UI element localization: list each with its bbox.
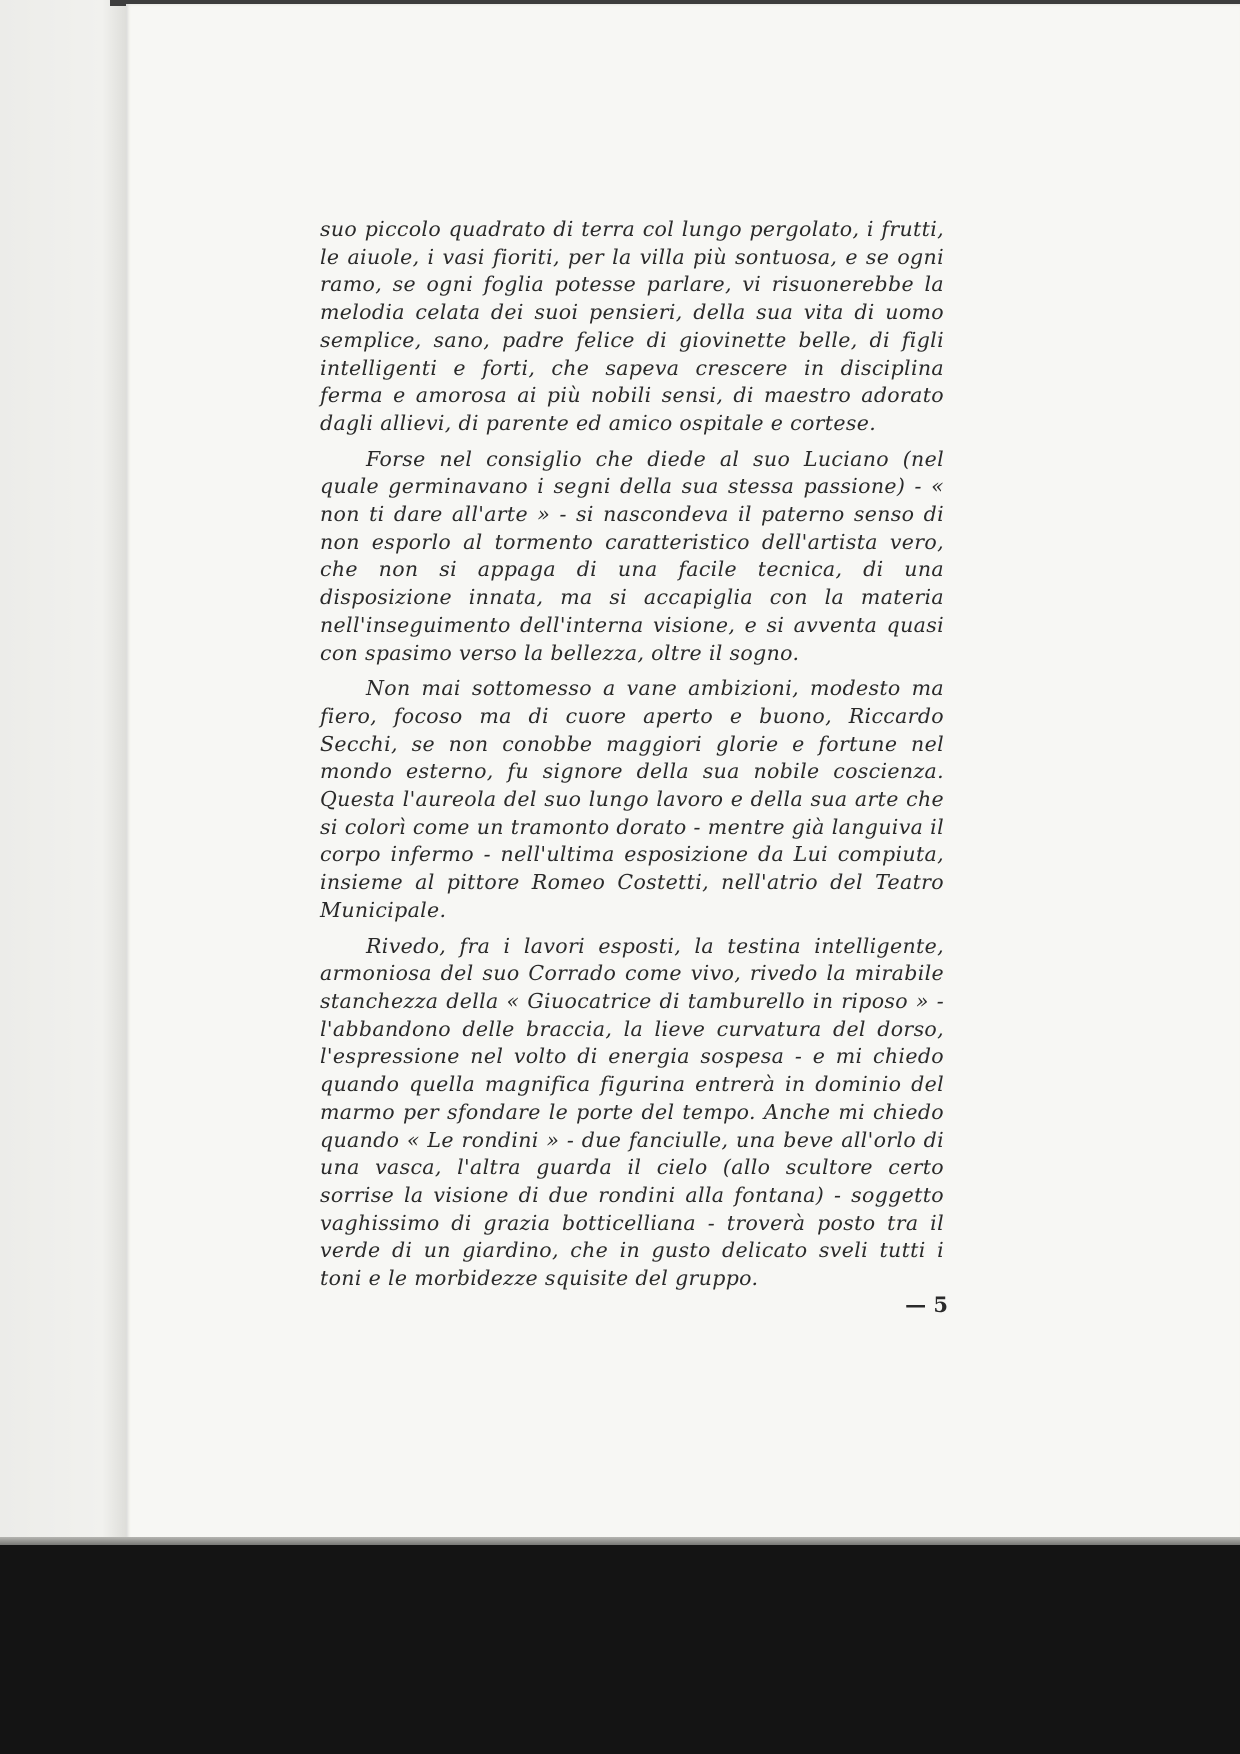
body-text [320, 216, 944, 1301]
page-number: — 5 [905, 1292, 948, 1317]
paragraph-3: Non mai sottomesso a vane ambizioni, modesto ma fiero, focoso ma di cuore aperto e buono, Riccardo Secchi, se non conobbe maggiori glorie e fortune nel mondo esterno, fu signore della sua nobile coscienza. Questa l'aureola del suo lungo lavoro e della sua arte che si colorì come un tramonto dorato - mentre già languiva il corpo infermo - nell'ultima esposizione da Lui compiuta, insieme al pittore Romeo Costetti, nell'atrio del Teatro Municipale. [320, 676, 944, 922]
scan-background [0, 1545, 1240, 1754]
paragraph-1: suo piccolo quadrato di terra col lungo pergolato, i frutti, le aiuole, i vasi fioriti, per la villa più sontuosa, e se ogni ramo, se ogni foglia potesse parlare, vi risuonerebbe la melodia celata dei suoi pensieri, della sua vita di uomo semplice, sano, padre felice di giovinette belle, di figli intelligenti e forti, che sapeva crescere in disciplina ferma e amorosa ai più nobili sensi, di maestro adorato dagli allievi, di parente ed amico ospitale e cortese. [320, 217, 944, 435]
paragraph-2: Forse nel consiglio che diede al suo Luciano (nel quale germinavano i segni della sua stessa passione) - « non ti dare all'arte » - si nascondeva il paterno senso di non esporlo al tormento caratteristico dell'artista vero, che non si appaga di una facile tecnica, di una disposizione innata, ma si accapiglia con la materia nell'inseguimento dell'interna visione, e si avventa quasi con spasimo verso la bellezza, oltre il sogno. [320, 446, 944, 665]
paragraph-4: Rivedo, fra i lavori esposti, la testina intelligente, armoniosa del suo Corrado come vivo, rivedo la mirabile stanchezza della « Giuocatrice di tamburello in riposo » - l'abbandono delle braccia, la lieve curvatura del dorso, l'espressione nel volto di energia sospesa - e mi chiedo quando quella magnifica figurina entrerà in dominio del marmo per sfondare le porte del tempo. Anche mi chiedo quando « Le rondini » - due fanciulle, una beve all'orlo di una vasca, l'altra guarda il cielo (allo scultore certo sorrise la visione di due rondini alla fontana) - soggetto vaghissimo di grazia botticelliana - troverà posto tra il verde di un giardino, che in gusto delicato sveli tutti i toni e le morbidezze squisite del gruppo. [320, 933, 944, 1291]
facing-page-edge [0, 0, 128, 1545]
